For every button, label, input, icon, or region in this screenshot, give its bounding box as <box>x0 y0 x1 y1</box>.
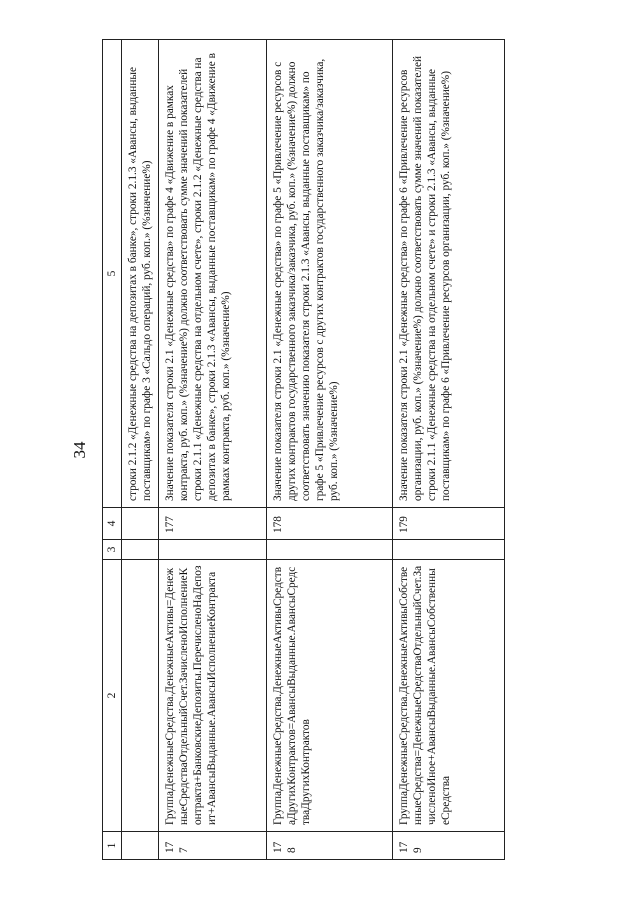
table-row-179 <box>393 40 505 860</box>
document-page <box>50 40 590 860</box>
rule-code-cell: 179 <box>393 508 505 540</box>
description-cell: строки 2.1.2 «Денежные средства на депозитах в банке», строки 2.1.3 «Авансы, выданные поставщикам» по графе 3 «Сальдо операций, руб. коп.» (%значение%) <box>122 40 159 508</box>
empty-cell <box>122 540 159 560</box>
description-cell: Значение показателя строки 2.1 «Денежные средства» по графе 6 «Привлечение ресурсов организации, руб. коп.» (%значение%) должно соответствовать сумме значений показателей строки 2.1.1 «Денежные средства на отдельном счете» и строки 2.1.3 «Авансы, выданные поставщикам» по графе 6 «Привлечение ресурсов организации, руб. коп.» (%значение%) <box>393 40 505 508</box>
page-number: 34 <box>70 441 89 459</box>
empty-cell <box>393 540 505 560</box>
empty-cell <box>159 540 267 560</box>
description-cell: Значение показателя строки 2.1 «Денежные средства» по графе 4 «Движение в рамках контракта, руб. коп.» (%значение%) должно соответствовать сумме значений показателей строки 2.1.1 «Денежные средства на отдельном счете», строки 2.1.2 «Денежные средства на депозитах в банке», строки 2.1.3 «Авансы, выданные поставщикам» по графе 4 «Движение в рамках контракта, руб. коп.» (%значение%) <box>159 40 267 508</box>
empty-cell <box>267 540 393 560</box>
formula-cell: ГруппаДенежныеСредства.ДенежныеАктивы=ДенежныеСредстваОтдельныйСчет.ЗачисленоИсполнениеКонтракта+БанковскиеДепозиты.ПеречисленоНаДепозит+АвансыВыданные.АвансыИсполнениеКонтракта <box>159 560 267 832</box>
formula-cell: ГруппаДенежныеСредства.ДенежныеАктивыСобственныеСредства=ДенежныеСредстваОтдельныйСчет.ЗачисленоИное+АвансыВыданные.АвансыСобственныеСредства <box>393 560 505 832</box>
row-number-cell <box>122 832 159 860</box>
column-header-3: 3 <box>103 540 122 560</box>
table-row-178 <box>267 40 393 860</box>
column-header-1: 1 <box>103 832 122 860</box>
formula-cell <box>122 560 159 832</box>
row-number-cell: 178 <box>267 832 393 860</box>
rule-code-cell <box>122 508 159 540</box>
rule-code-cell: 178 <box>267 508 393 540</box>
table-row-continuation <box>122 40 159 860</box>
column-header-2: 2 <box>103 560 122 832</box>
description-cell: Значение показателя строки 2.1 «Денежные средства» по графе 5 «Привлечение ресурсов с других контрактов государственного заказчика/заказчика, руб. коп.» (%значение%) должно соответствовать значению показателя строки 2.1.3 «Авансы, выданные поставщикам» по графе 5 «Привлечение ресурсов с других контрактов государственного заказчика/заказчика, руб. коп.» (%значение%) <box>267 40 393 508</box>
column-header-5: 5 <box>103 40 122 508</box>
column-header-4: 4 <box>103 508 122 540</box>
row-number-cell: 179 <box>393 832 505 860</box>
formula-cell: ГруппаДенежныеСредства.ДенежныеАктивыСредстваДругихКонтрактов=АвансыВыданные.АвансыСредстваДругихКонтрактов <box>267 560 393 832</box>
table-row-177 <box>159 40 267 860</box>
row-number-cell: 177 <box>159 832 267 860</box>
rule-code-cell: 177 <box>159 508 267 540</box>
validation-rules-table <box>102 39 505 860</box>
table-header-row <box>103 40 122 860</box>
